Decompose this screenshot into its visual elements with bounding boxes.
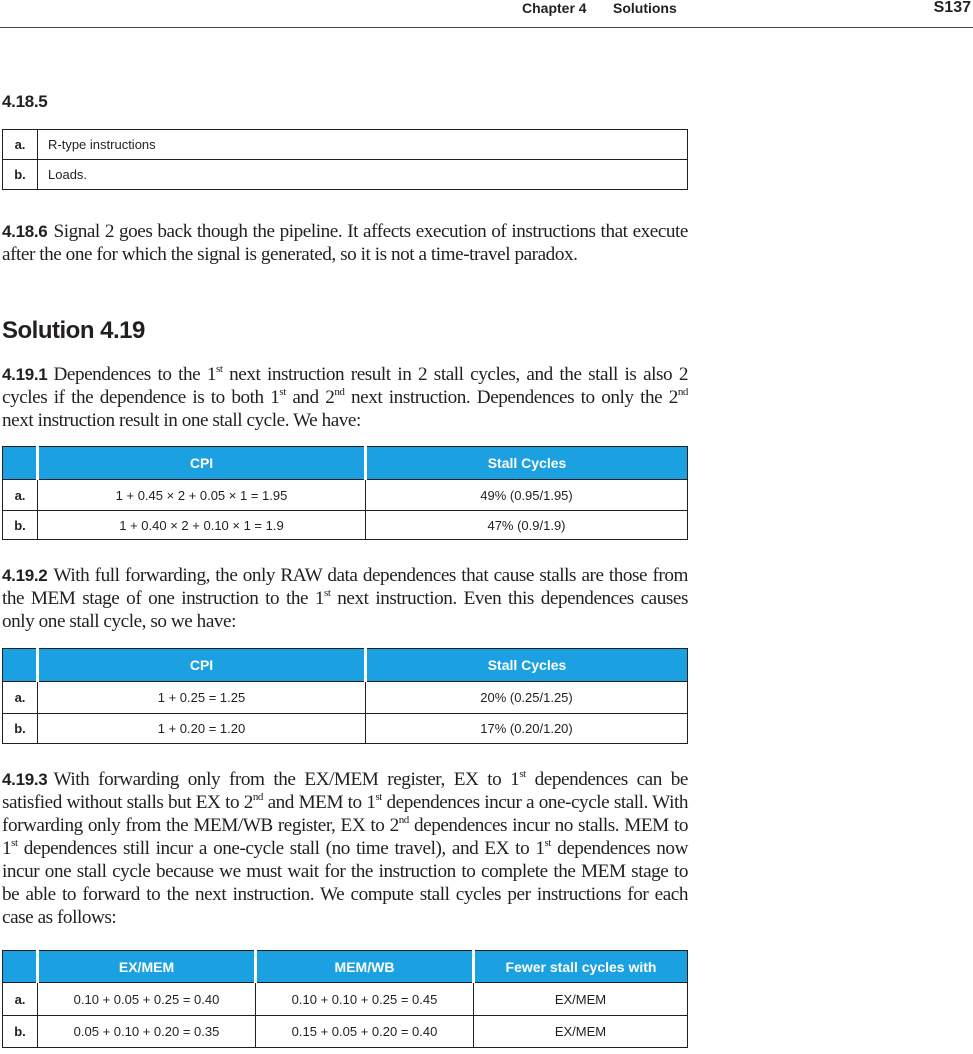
table-row [3,1016,688,1048]
table-row [3,714,688,744]
row-label: b. [3,714,38,744]
row-value: Loads. [38,160,688,190]
text-run: With full forwarding, the only RAW data dependences that cause stalls are those from the MEM stage of one instruction to the 1 [2,565,688,609]
stall-cell: 49% (0.95/1.95) [366,480,688,511]
text-run: and MEM to 1 [262,792,376,813]
superscript: st [11,836,18,849]
header-cpi: CPI [38,649,366,682]
text-run: next instruction result in one stall cycle. We have: [2,410,361,431]
text-run: With forwarding only from the EX/MEM register, EX to 1 [53,769,520,790]
row-label: a. [3,480,38,511]
running-header [0,0,973,28]
superscript: nd [334,385,345,398]
section-number-4-19-2: 4.19.2 [2,566,48,585]
stall-cell: 17% (0.20/1.20) [366,714,688,744]
paragraph-text: Signal 2 goes back though the pipeline. It affects execution of instructions that execute after the one for which the signal is generated, so it is not a time-travel paradox. [2,221,688,265]
stall-cell: 47% (0.9/1.9) [366,511,688,540]
row-label: a. [3,130,38,160]
paragraph-4-19-1 [2,363,688,432]
section-number-4-18-6: 4.18.6 [2,222,48,241]
table-4-18-5 [2,129,688,190]
text-run: next instruction result in 2 stall cycles, and the stall is also 2 cycles if the dependence is to both 1 [2,364,688,408]
header-blank [3,447,38,480]
text-run: dependences incur no stalls. MEM to 1 [2,815,688,859]
table-header-row [3,649,688,682]
row-value: R-type instructions [38,130,688,160]
section-number-4-19-3: 4.19.3 [2,770,48,789]
ex-mem-cell: 0.10 + 0.05 + 0.25 = 0.40 [38,983,256,1016]
superscript: st [375,790,382,803]
superscript: nd [677,385,688,398]
paragraph-4-19-2 [2,564,688,633]
cpi-cell: 1 + 0.25 = 1.25 [38,682,366,714]
superscript: st [544,836,551,849]
chapter-label: Chapter 4 [522,0,587,16]
cpi-cell: 1 + 0.40 × 2 + 0.10 × 1 = 1.9 [38,511,366,540]
superscript: st [324,586,331,599]
superscript: nd [252,790,263,803]
superscript: st [216,362,223,375]
cpi-cell: 1 + 0.20 = 1.20 [38,714,366,744]
text-run: dependences incur a one-cycle stall. With forwarding only from the MEM/WB register, EX to 2 [2,792,688,836]
header-fewer-stall: Fewer stall cycles with [474,951,688,983]
stall-cell: 20% (0.25/1.25) [366,682,688,714]
superscript: st [519,767,526,780]
header-stall-cycles: Stall Cycles [366,447,688,480]
fewer-cell: EX/MEM [474,983,688,1016]
table-4-19-3 [2,950,688,1048]
cpi-cell: 1 + 0.45 × 2 + 0.05 × 1 = 1.95 [38,480,366,511]
page-number: S137 [933,0,971,16]
text-run: dependences can be satisfied without stalls but EX to 2 [2,769,688,813]
paragraph-4-19-3 [2,768,688,929]
fewer-cell: EX/MEM [474,1016,688,1048]
header-cpi: CPI [38,447,366,480]
solution-heading: Solution 4.19 [2,317,145,344]
text-run: Dependences to the 1 [53,364,217,385]
section-number-4-19-1: 4.19.1 [2,365,48,384]
text-run: and 2 [285,387,335,408]
text-run: next instruction. Even this dependences causes only one stall cycle, so we have: [2,588,688,632]
row-label: b. [3,1016,38,1048]
header-blank [3,951,38,983]
paragraph-4-18-6 [2,220,688,266]
superscript: st [279,385,286,398]
table-row [3,130,688,160]
row-label: b. [3,160,38,190]
table-4-19-2 [2,648,688,744]
text-run: dependences now incur one stall cycle because we must wait for the instruction to complete the MEM stage to be able to forward to the next instruction. We compute stall cycles per instructions for each case as follows: [2,838,688,928]
row-label: a. [3,682,38,714]
table-header-row [3,447,688,480]
header-blank [3,649,38,682]
table-row [3,160,688,190]
mem-wb-cell: 0.15 + 0.05 + 0.20 = 0.40 [256,1016,474,1048]
mem-wb-cell: 0.10 + 0.10 + 0.25 = 0.45 [256,983,474,1016]
ex-mem-cell: 0.05 + 0.10 + 0.20 = 0.35 [38,1016,256,1048]
table-4-19-1 [2,446,688,540]
text-run: dependences still incur a one-cycle stall (no time travel), and EX to 1 [17,838,545,859]
section-number-4-18-5: 4.18.5 [2,92,48,111]
header-stall-cycles: Stall Cycles [366,649,688,682]
header-ex-mem: EX/MEM [38,951,256,983]
table-row [3,983,688,1016]
row-label: b. [3,511,38,540]
table-row [3,511,688,540]
superscript: nd [398,813,409,826]
row-label: a. [3,983,38,1016]
text-run: next instruction. Dependences to only the 2 [344,387,678,408]
section-label: Solutions [613,0,677,16]
table-row [3,480,688,511]
header-mem-wb: MEM/WB [256,951,474,983]
table-row [3,682,688,714]
table-header-row [3,951,688,983]
